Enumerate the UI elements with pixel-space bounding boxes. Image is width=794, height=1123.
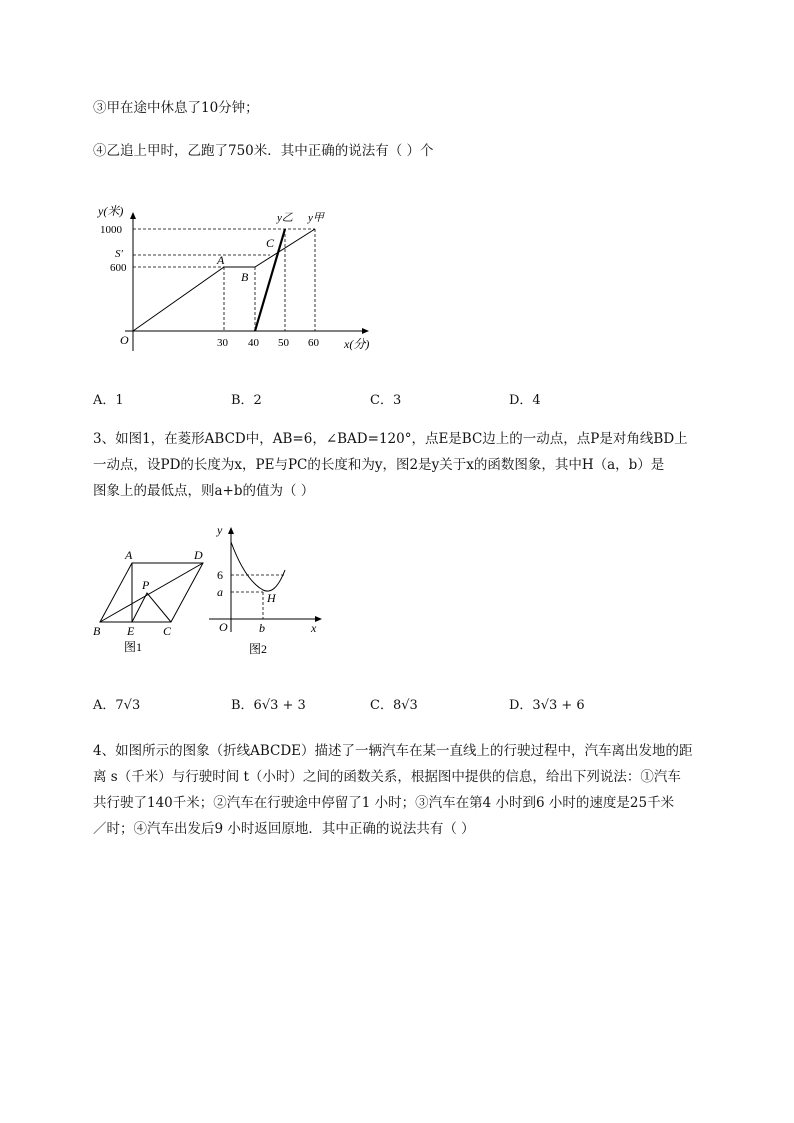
fig2-label-O: O	[219, 620, 228, 634]
q3-option-d[interactable]: D．3√3 + 6	[509, 698, 585, 713]
fig1-label-P: P	[142, 578, 150, 592]
q4-line-1: 4、如图所示的图象（折线ABCDE）描述了一辆汽车在某一直线上的行驶过程中，汽车离出发地的距	[93, 743, 693, 759]
point-C: C	[266, 236, 275, 250]
q3-line-1: 3、如图1，在菱形ABCD中，AB=6，∠BAD=120°，点E是BC边上的一动点，点P是对角线BD上	[93, 431, 688, 447]
point-A: A	[217, 253, 225, 267]
fig2-label-x: x	[311, 621, 317, 635]
fig1-label-E: E	[127, 624, 135, 638]
fig2-caption: 图2	[249, 642, 268, 656]
q2-option-b[interactable]: B．2	[231, 393, 262, 408]
fig1-label-D: D	[194, 548, 203, 562]
y-tick-1000: 1000	[100, 224, 122, 236]
x-axis-label: x(分)	[344, 337, 370, 351]
x-tick-40: 40	[248, 337, 259, 349]
y-axis-label: y(米)	[98, 205, 124, 218]
origin-label: O	[120, 333, 129, 347]
q2-option-d[interactable]: D．4	[509, 393, 541, 408]
fig1-label-C: C	[163, 624, 172, 638]
x-tick-60: 60	[308, 337, 319, 349]
q2-option-c[interactable]: C．3	[370, 393, 402, 408]
x-tick-50: 50	[278, 337, 289, 349]
fig2-label-b: b	[259, 621, 265, 635]
q3-line-3: 图象上的最低点，则a+b的值为（ ）	[93, 483, 315, 499]
fig2-label-a: a	[217, 585, 223, 599]
fig1-caption: 图1	[124, 640, 143, 654]
q2-distance-time-graph	[90, 205, 390, 360]
x-tick-30: 30	[217, 337, 228, 349]
q4-line-2: 离 s（千米）与行驶时间 t（小时）之间的函数关系，根据图中提供的信息，给出下列说法：①汽车	[93, 769, 681, 785]
dashed-guides	[133, 229, 315, 331]
y-tick-600: 600	[110, 262, 127, 274]
q4-line-4: ／时；④汽车出发后9 小时返回原地．其中正确的说法共有（ ）	[93, 821, 475, 837]
q2-statement-4: ④乙追上甲时，乙跑了750米．其中正确的说法有（ ）个	[93, 143, 434, 159]
label-y-jia: y甲	[308, 212, 324, 224]
label-y-yi: y乙	[277, 212, 293, 224]
q3-figure-2-graph	[205, 520, 330, 660]
point-B: B	[241, 270, 249, 284]
y-tick-s-prime: S′	[115, 248, 123, 260]
q2-option-a[interactable]: A．1	[93, 393, 124, 408]
q3-figure-1-rhombus	[90, 545, 220, 660]
fig1-label-B: B	[93, 624, 101, 638]
q2-statement-3: ③甲在途中休息了10分钟；	[93, 100, 259, 116]
q3-option-a[interactable]: A．7√3	[93, 698, 141, 713]
q3-option-c[interactable]: C．8√3	[370, 698, 418, 713]
fig2-label-6: 6	[217, 568, 223, 582]
q3-option-b[interactable]: B．6√3 + 3	[231, 698, 306, 713]
q4-line-3: 共行驶了140千米；②汽车在行驶途中停留了1 小时；③汽车在第4 小时到6 小时的速度是25千米	[93, 795, 675, 811]
fig1-label-A: A	[125, 548, 133, 562]
fig2-label-H: H	[267, 591, 276, 605]
fig2-label-y: y	[217, 523, 223, 537]
q3-line-2: 一动点，设PD的长度为x，PE与PC的长度和为y，图2是y关于x的函数图象，其中H（a，b）是	[93, 457, 665, 473]
